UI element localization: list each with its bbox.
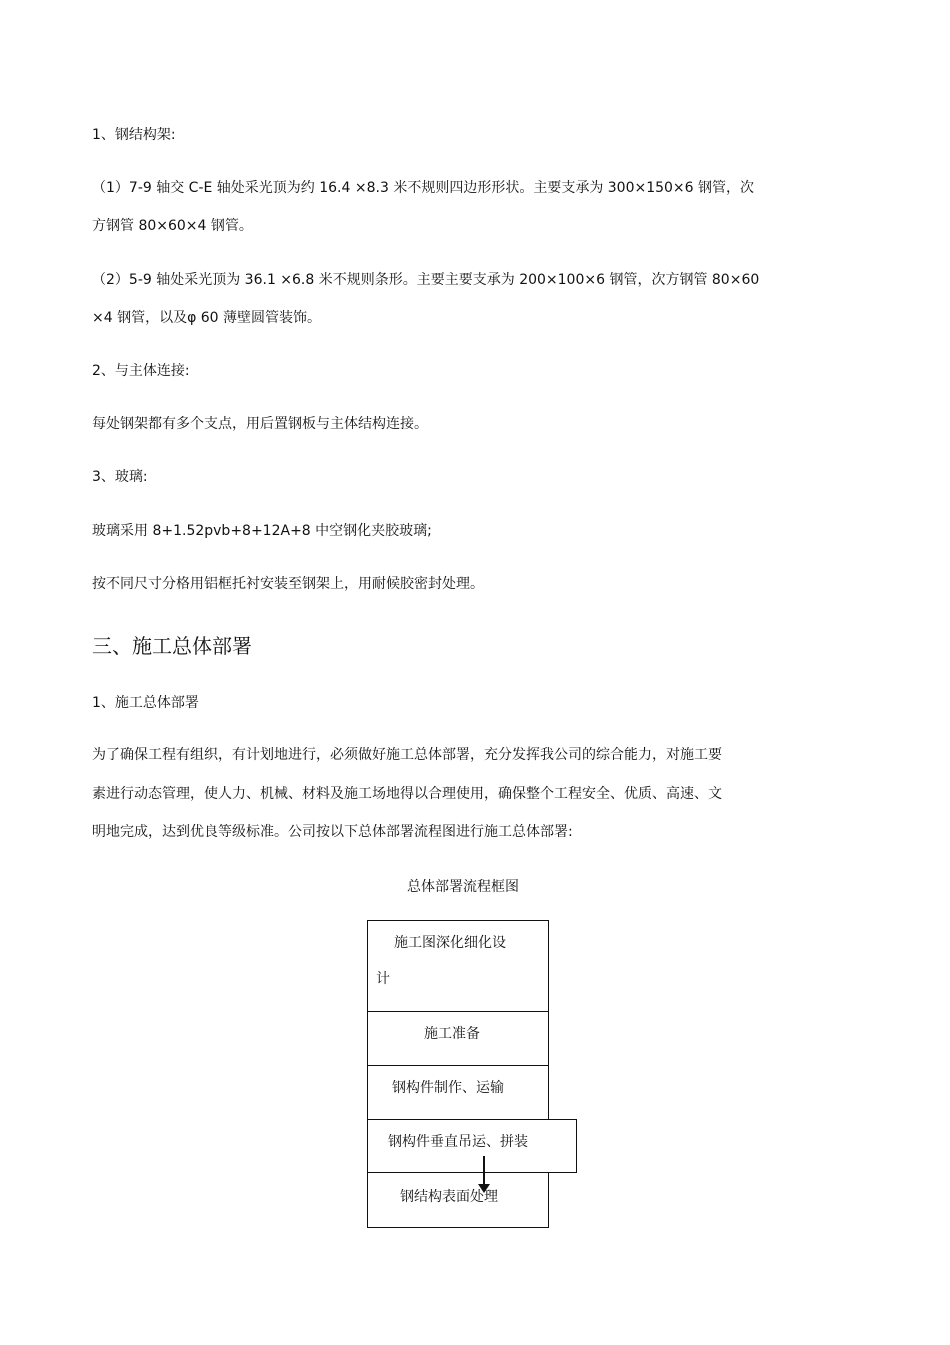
section-heading-glass: 3、玻璃: <box>92 469 148 485</box>
flow-step-label: 钢构件垂直吊运、拼装 <box>388 1134 528 1150</box>
section-heading-connection: 2、与主体连接: <box>92 363 190 379</box>
paragraph-line: （1）7-9 轴交 C-E 轴处采光顶为约 16.4 ×8.3 米不规则四边形形状。主要支承为 300×150×6 钢管，次 <box>92 180 755 196</box>
flowchart-title: 总体部署流程框图 <box>407 879 519 895</box>
flow-arrow-shaft <box>483 1156 485 1186</box>
flow-arrow-head-icon <box>478 1184 490 1193</box>
flow-step-surface-treatment <box>367 1171 549 1228</box>
flow-step-label: 施工图深化细化设 <box>394 935 506 951</box>
flow-step-hoisting <box>367 1119 577 1173</box>
paragraph-line: 素进行动态管理，使人力、机械、材料及施工场地得以合理使用，确保整个工程安全、优质、高速、文 <box>92 786 722 802</box>
flow-step-label: 施工准备 <box>424 1026 480 1042</box>
subsection-heading: 1、施工总体部署 <box>92 695 199 711</box>
flow-step-fabrication <box>367 1065 549 1121</box>
flow-step-preparation <box>367 1011 549 1066</box>
paragraph-line: 玻璃采用 8+1.52pvb+8+12A+8 中空钢化夹胶玻璃; <box>92 523 432 539</box>
section-heading-steel-frame: 1、钢结构架: <box>92 127 176 143</box>
paragraph-line: 方钢管 80×60×4 钢管。 <box>92 218 253 234</box>
flow-step-label: 计 <box>376 971 390 987</box>
paragraph-line: 按不同尺寸分格用铝框托衬安装至钢架上，用耐候胶密封处理。 <box>92 576 484 592</box>
chapter-heading: 三、施工总体部署 <box>92 634 252 658</box>
flow-step-design <box>367 920 549 1012</box>
flow-step-label: 钢构件制作、运输 <box>392 1080 504 1096</box>
paragraph-line: （2）5-9 轴处采光顶为 36.1 ×6.8 米不规则条形。主要主要支承为 200×100×6 钢管，次方钢管 80×60 <box>92 272 760 288</box>
paragraph-line: 为了确保工程有组织，有计划地进行，必须做好施工总体部署，充分发挥我公司的综合能力，对施工要 <box>92 747 722 763</box>
paragraph-line: 明地完成，达到优良等级标准。公司按以下总体部署流程图进行施工总体部署: <box>92 824 573 840</box>
paragraph-line: 每处钢架都有多个支点，用后置钢板与主体结构连接。 <box>92 416 428 432</box>
flow-step-label: 钢结构表面处理 <box>400 1189 498 1205</box>
paragraph-line: ×4 钢管，以及φ 60 薄壁圆管装饰。 <box>92 310 322 326</box>
